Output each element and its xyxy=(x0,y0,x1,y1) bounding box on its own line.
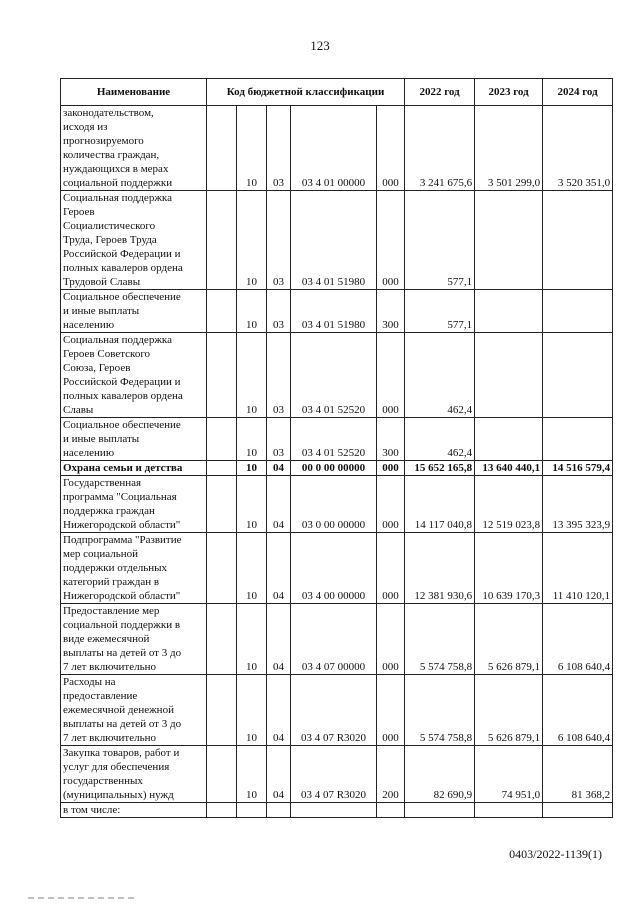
row-value-2022: 462,4 xyxy=(405,333,475,418)
row-spacer xyxy=(207,533,237,604)
row-target-article: 03 4 00 00000 xyxy=(291,533,377,604)
table-row xyxy=(61,604,613,675)
row-value-2022: 3 241 675,6 xyxy=(405,106,475,191)
row-name: Социальное обеспечение и иные выплаты населению xyxy=(61,418,207,461)
row-target-article: 03 4 01 51980 xyxy=(291,191,377,290)
row-target-article: 03 4 01 00000 xyxy=(291,106,377,191)
table-row xyxy=(61,191,613,290)
row-expense-type: 000 xyxy=(377,604,405,675)
row-value-2023 xyxy=(475,333,543,418)
row-value-2022: 577,1 xyxy=(405,290,475,333)
row-subsection: 04 xyxy=(267,675,291,746)
row-subsection xyxy=(267,803,291,818)
row-value-2024: 13 395 323,9 xyxy=(543,476,613,533)
row-target-article: 03 4 01 52520 xyxy=(291,418,377,461)
row-section: 10 xyxy=(237,533,267,604)
header-code: Код бюджетной классификации xyxy=(207,79,405,106)
row-expense-type: 000 xyxy=(377,106,405,191)
row-section: 10 xyxy=(237,333,267,418)
table-row xyxy=(61,675,613,746)
row-value-2022: 82 690,9 xyxy=(405,746,475,803)
row-subsection: 03 xyxy=(267,106,291,191)
page-number: 123 xyxy=(310,38,330,53)
row-spacer xyxy=(207,461,237,476)
row-target-article: 03 0 00 00000 xyxy=(291,476,377,533)
row-value-2024: 6 108 640,4 xyxy=(543,675,613,746)
row-value-2023 xyxy=(475,803,543,818)
row-expense-type: 000 xyxy=(377,675,405,746)
table-header-row xyxy=(61,79,613,106)
row-target-article: 03 4 07 R3020 xyxy=(291,746,377,803)
table-row xyxy=(61,476,613,533)
header-2023: 2023 год xyxy=(475,79,543,106)
row-subsection: 04 xyxy=(267,476,291,533)
row-value-2023: 10 639 170,3 xyxy=(475,533,543,604)
row-expense-type: 000 xyxy=(377,461,405,476)
row-name: Социальная поддержка Героев Социалистического Труда, Героев Труда Российской Федерации и полных кавалеров ордена Трудовой Славы xyxy=(61,191,207,290)
row-value-2023: 5 626 879,1 xyxy=(475,675,543,746)
row-value-2022: 462,4 xyxy=(405,418,475,461)
row-value-2024 xyxy=(543,290,613,333)
row-target-article: 03 4 01 52520 xyxy=(291,333,377,418)
table-row xyxy=(61,533,613,604)
row-section: 10 xyxy=(237,461,267,476)
row-expense-type xyxy=(377,803,405,818)
row-value-2023: 13 640 440,1 xyxy=(475,461,543,476)
row-target-article xyxy=(291,803,377,818)
row-value-2023: 5 626 879,1 xyxy=(475,604,543,675)
row-name: Охрана семьи и детства xyxy=(61,461,207,476)
header-2022: 2022 год xyxy=(405,79,475,106)
row-value-2023 xyxy=(475,418,543,461)
row-value-2022: 577,1 xyxy=(405,191,475,290)
row-value-2024 xyxy=(543,333,613,418)
row-value-2024: 81 368,2 xyxy=(543,746,613,803)
row-value-2024: 6 108 640,4 xyxy=(543,604,613,675)
row-value-2023 xyxy=(475,191,543,290)
row-target-article: 03 4 07 00000 xyxy=(291,604,377,675)
table-row xyxy=(61,746,613,803)
row-subsection: 03 xyxy=(267,333,291,418)
row-spacer xyxy=(207,191,237,290)
table-row xyxy=(61,333,613,418)
row-value-2022: 12 381 930,6 xyxy=(405,533,475,604)
row-value-2023: 74 951,0 xyxy=(475,746,543,803)
row-name: в том числе: xyxy=(61,803,207,818)
row-expense-type: 000 xyxy=(377,476,405,533)
row-subsection: 04 xyxy=(267,461,291,476)
row-target-article: 03 4 07 R3020 xyxy=(291,675,377,746)
row-value-2022 xyxy=(405,803,475,818)
header-name: Наименование xyxy=(61,79,207,106)
row-spacer xyxy=(207,604,237,675)
row-spacer xyxy=(207,746,237,803)
row-section: 10 xyxy=(237,476,267,533)
row-expense-type: 300 xyxy=(377,418,405,461)
row-value-2024: 3 520 351,0 xyxy=(543,106,613,191)
row-target-article: 00 0 00 00000 xyxy=(291,461,377,476)
row-value-2024: 14 516 579,4 xyxy=(543,461,613,476)
row-subsection: 03 xyxy=(267,418,291,461)
row-expense-type: 000 xyxy=(377,333,405,418)
row-target-article: 03 4 01 51980 xyxy=(291,290,377,333)
row-section: 10 xyxy=(237,418,267,461)
row-name: Подпрограмма "Развитие мер социальной поддержки отдельных категорий граждан в Нижегородской области" xyxy=(61,533,207,604)
row-spacer xyxy=(207,106,237,191)
table-row xyxy=(61,106,613,191)
row-value-2023: 3 501 299,0 xyxy=(475,106,543,191)
row-value-2024 xyxy=(543,191,613,290)
row-name: Социальная поддержка Героев Советского Союза, Героев Российской Федерации и полных кавалеров ордена Славы xyxy=(61,333,207,418)
document-code: 0403/2022-1139(1) xyxy=(509,847,602,861)
row-spacer xyxy=(207,418,237,461)
row-subsection: 04 xyxy=(267,746,291,803)
row-name: Расходы на предоставление ежемесячной денежной выплаты на детей от 3 до 7 лет включительно xyxy=(61,675,207,746)
row-expense-type: 300 xyxy=(377,290,405,333)
row-value-2022: 14 117 040,8 xyxy=(405,476,475,533)
row-spacer xyxy=(207,803,237,818)
table-row xyxy=(61,418,613,461)
row-name: Закупка товаров, работ и услуг для обеспечения государственных (муниципальных) нужд xyxy=(61,746,207,803)
row-value-2024: 11 410 120,1 xyxy=(543,533,613,604)
row-subsection: 04 xyxy=(267,604,291,675)
table-row xyxy=(61,290,613,333)
row-spacer xyxy=(207,290,237,333)
row-name: Предоставление мер социальной поддержки в виде ежемесячной выплаты на детей от 3 до 7 лет включительно xyxy=(61,604,207,675)
row-section: 10 xyxy=(237,106,267,191)
row-section: 10 xyxy=(237,191,267,290)
row-spacer xyxy=(207,333,237,418)
table-row xyxy=(61,803,613,818)
row-section xyxy=(237,803,267,818)
row-value-2024 xyxy=(543,418,613,461)
row-subsection: 03 xyxy=(267,191,291,290)
row-value-2023: 12 519 023,8 xyxy=(475,476,543,533)
row-expense-type: 000 xyxy=(377,191,405,290)
row-expense-type: 200 xyxy=(377,746,405,803)
row-value-2024 xyxy=(543,803,613,818)
row-subsection: 04 xyxy=(267,533,291,604)
table-row xyxy=(61,461,613,476)
row-value-2022: 5 574 758,8 xyxy=(405,604,475,675)
row-section: 10 xyxy=(237,675,267,746)
row-section: 10 xyxy=(237,290,267,333)
row-name: Государственная программа "Социальная поддержка граждан Нижегородской области" xyxy=(61,476,207,533)
scan-artifact xyxy=(28,897,138,899)
row-section: 10 xyxy=(237,746,267,803)
row-value-2022: 15 652 165,8 xyxy=(405,461,475,476)
row-name: Социальное обеспечение и иные выплаты населению xyxy=(61,290,207,333)
row-value-2022: 5 574 758,8 xyxy=(405,675,475,746)
budget-table xyxy=(60,78,613,818)
row-value-2023 xyxy=(475,290,543,333)
row-expense-type: 000 xyxy=(377,533,405,604)
table-body xyxy=(61,106,613,818)
row-subsection: 03 xyxy=(267,290,291,333)
header-2024: 2024 год xyxy=(543,79,613,106)
row-section: 10 xyxy=(237,604,267,675)
row-name: законодательством, исходя из прогнозируемого количества граждан, нуждающихся в мерах социальной поддержки xyxy=(61,106,207,191)
row-spacer xyxy=(207,476,237,533)
row-spacer xyxy=(207,675,237,746)
